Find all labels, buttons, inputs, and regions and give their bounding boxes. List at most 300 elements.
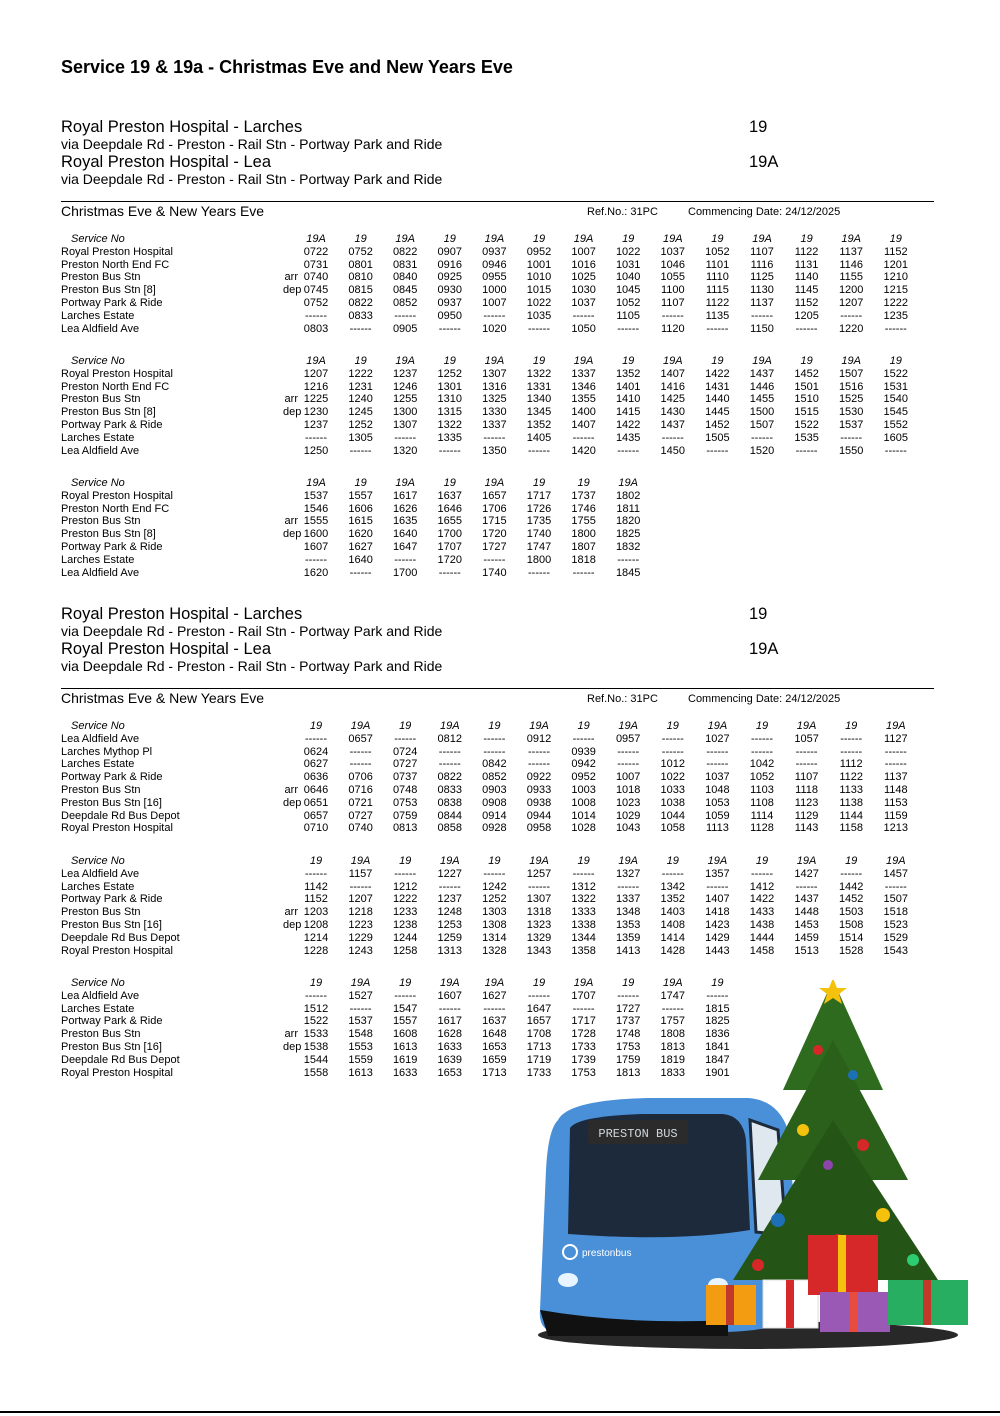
stop-name: Royal Preston Hospital — [61, 822, 173, 835]
time-cell: 1617 — [437, 1015, 463, 1028]
time-cell: 1740 — [482, 566, 507, 579]
stop-name: Preston Bus Stn [16] — [61, 796, 162, 809]
service-number-label: Service No — [71, 233, 125, 245]
time-cell: ------ — [483, 431, 506, 444]
time-cell: 1330 — [482, 406, 507, 419]
time-cell: ------ — [394, 553, 417, 566]
time-cell: 1717 — [526, 489, 552, 502]
time-cell: 1201 — [883, 258, 909, 271]
time-cell: ------ — [840, 745, 863, 758]
arr-dep-marker: dep — [283, 919, 302, 931]
time-cell: 1431 — [705, 380, 730, 393]
time-cell: 1235 — [883, 309, 909, 322]
time-cell: 0724 — [392, 745, 418, 758]
time-cell: 1003 — [571, 784, 596, 796]
route-name: Royal Preston Hospital - Larches — [61, 605, 303, 623]
service-number-cell: 19A — [841, 233, 861, 245]
time-cell: 1348 — [615, 906, 641, 919]
time-cell: ------ — [706, 758, 729, 771]
time-cell: 1146 — [839, 258, 864, 271]
time-cell: 1807 — [571, 541, 596, 553]
time-cell: 1755 — [571, 515, 596, 528]
time-cell: ------ — [349, 745, 372, 758]
route-service-number: 19A — [749, 640, 779, 658]
time-cell: 0710 — [303, 822, 329, 835]
time-cell: 1152 — [794, 297, 819, 309]
service-number-cell: 19 — [711, 355, 724, 367]
service-number-cell: 19A — [663, 977, 683, 989]
time-cell: 0752 — [348, 245, 373, 258]
service-number-cell: 19A — [573, 977, 594, 989]
time-cell: 1145 — [794, 284, 819, 297]
time-cell: 1229 — [348, 931, 373, 944]
service-number-cell: 19 — [889, 233, 902, 245]
time-cell: 1259 — [437, 931, 463, 944]
time-cell: 1505 — [705, 431, 730, 444]
time-cell: 1800 — [526, 553, 552, 566]
time-cell: 1800 — [571, 528, 596, 541]
time-cell: 1405 — [526, 431, 552, 444]
time-cell: 1214 — [303, 931, 329, 944]
time-cell: 1647 — [392, 541, 418, 553]
stop-name: Deepdale Rd Bus Depot — [61, 809, 180, 822]
time-cell: ------ — [795, 745, 818, 758]
time-cell: ------ — [394, 989, 417, 1002]
time-cell: 1128 — [750, 822, 774, 835]
time-cell: 1605 — [883, 431, 909, 444]
time-cell: 1210 — [883, 271, 909, 284]
time-cell: 1635 — [392, 515, 418, 528]
time-cell: 1627 — [482, 989, 507, 1002]
time-cell: ------ — [751, 431, 773, 444]
time-cell: 1657 — [482, 489, 507, 502]
reference-number: Ref.No.: 31PC — [587, 693, 658, 705]
time-cell: 1538 — [303, 1041, 329, 1053]
stop-name: Lea Aldfield Ave — [61, 566, 140, 579]
time-cell: 1748 — [615, 1028, 641, 1041]
time-cell: 0838 — [437, 796, 463, 809]
time-cell: 1059 — [705, 809, 730, 822]
time-cell: 0831 — [392, 258, 418, 271]
time-cell: 0716 — [348, 784, 373, 796]
time-cell: 1700 — [392, 566, 418, 579]
time-cell: 1728 — [571, 1028, 596, 1041]
time-cell: 1215 — [883, 284, 909, 297]
service-number-cell: 19 — [889, 355, 902, 367]
time-cell: 1452 — [705, 419, 730, 431]
time-cell: ------ — [305, 309, 327, 322]
time-cell: ------ — [795, 444, 818, 457]
time-cell: 0822 — [348, 297, 373, 309]
time-cell: 1037 — [660, 245, 686, 258]
service-number-cell: 19A — [618, 477, 638, 489]
stop-name: Portway Park & Ride — [61, 893, 163, 906]
time-cell: 1316 — [482, 380, 507, 393]
time-cell: 1412 — [749, 880, 775, 893]
time-cell: 1646 — [437, 502, 463, 515]
time-cell: 1016 — [571, 258, 596, 271]
time-cell: 1737 — [615, 1015, 641, 1028]
time-cell: 1022 — [526, 297, 552, 309]
route-heading-larches — [61, 118, 941, 153]
time-cell: 1114 — [750, 809, 774, 822]
time-cell: 1231 — [348, 380, 373, 393]
timetable-header — [61, 690, 941, 708]
time-cell: 1523 — [883, 919, 909, 931]
time-cell: 1747 — [660, 989, 686, 1002]
time-cell: 1257 — [526, 867, 552, 880]
time-cell: 1037 — [705, 771, 730, 784]
time-cell: 1355 — [571, 393, 596, 406]
time-cell: 1344 — [571, 931, 596, 944]
time-cell: 1227 — [437, 867, 463, 880]
time-cell: 0958 — [526, 822, 552, 835]
time-cell: 1307 — [482, 367, 507, 380]
stop-name: Preston Bus Stn — [61, 271, 141, 284]
service-number-label: Service No — [71, 720, 125, 732]
time-cell: 1543 — [883, 944, 909, 957]
time-cell: 0740 — [303, 271, 329, 284]
time-cell: 1243 — [348, 944, 373, 957]
time-cell: 1537 — [348, 1015, 373, 1028]
time-cell: 1207 — [303, 367, 329, 380]
time-cell: 1735 — [526, 515, 552, 528]
time-cell: ------ — [438, 1002, 461, 1015]
time-cell: ------ — [394, 867, 417, 880]
time-cell: 1445 — [705, 406, 730, 419]
time-cell: ------ — [706, 322, 729, 335]
route-service-number: 19 — [749, 605, 768, 623]
time-cell: ------ — [483, 1002, 506, 1015]
time-cell: 1152 — [883, 245, 908, 258]
route-heading-larches — [61, 605, 941, 640]
service-number-cell: 19 — [755, 855, 769, 867]
time-cell: 1706 — [482, 502, 507, 515]
time-cell: 1557 — [348, 489, 373, 502]
time-cell: 0801 — [348, 258, 373, 271]
time-cell: 1747 — [526, 541, 552, 553]
arr-dep-marker: arr — [284, 515, 298, 528]
time-cell: 1547 — [392, 1002, 418, 1015]
time-cell: ------ — [617, 444, 640, 457]
time-cell: 0657 — [303, 809, 329, 822]
service-number-cell: 19A — [440, 855, 460, 867]
time-cell: 0912 — [526, 732, 552, 745]
service-number-cell: 19 — [800, 233, 813, 245]
service-number-cell: 19A — [752, 355, 772, 367]
stop-name: Portway Park & Ride — [61, 1015, 163, 1028]
service-number-label: Service No — [71, 355, 125, 367]
time-cell: 1746 — [571, 502, 596, 515]
time-cell: ------ — [349, 1002, 372, 1015]
time-cell: 1113 — [705, 822, 729, 835]
time-cell: ------ — [349, 880, 372, 893]
time-cell: 1325 — [482, 393, 507, 406]
time-cell: 1825 — [705, 1015, 730, 1028]
service-number-cell: 19A — [306, 477, 326, 489]
time-cell: 1228 — [303, 944, 329, 957]
time-cell: 1338 — [571, 919, 596, 931]
time-cell: 1248 — [437, 906, 463, 919]
time-cell: 1137 — [883, 771, 908, 784]
time-cell: 1626 — [392, 502, 418, 515]
time-cell: 1753 — [615, 1041, 641, 1053]
time-cell: 1222 — [392, 893, 418, 906]
time-cell: ------ — [438, 745, 461, 758]
service-number-cell: 19A — [440, 720, 460, 732]
time-cell: 1507 — [749, 419, 775, 431]
time-cell: 1833 — [660, 1066, 686, 1079]
time-cell: 0845 — [392, 284, 418, 297]
time-cell: 1307 — [526, 893, 552, 906]
time-cell: 1647 — [526, 1002, 552, 1015]
stop-name: Lea Aldfield Ave — [61, 322, 140, 335]
time-cell: 1345 — [526, 406, 552, 419]
time-cell: 1308 — [482, 919, 507, 931]
stop-name: Larches Estate — [61, 431, 135, 444]
time-cell: 1220 — [838, 322, 864, 335]
time-cell: ------ — [483, 553, 506, 566]
time-cell: ------ — [617, 745, 640, 758]
time-cell: 0852 — [482, 771, 507, 784]
time-cell: 1847 — [705, 1053, 730, 1066]
time-cell: 0914 — [482, 809, 507, 822]
time-cell: 1237 — [392, 367, 418, 380]
service-number-cell: 19A — [707, 720, 728, 732]
time-cell: 1433 — [749, 906, 775, 919]
time-cell: ------ — [795, 758, 818, 771]
time-cell: 1537 — [838, 419, 864, 431]
time-cell: ------ — [528, 566, 550, 579]
time-cell: 1540 — [883, 393, 909, 406]
time-cell: ------ — [840, 431, 863, 444]
service-number-cell: 19 — [666, 855, 679, 867]
time-cell: 1012 — [660, 758, 686, 771]
service-number-cell: 19A — [529, 720, 549, 732]
stop-name: Lea Aldfield Ave — [61, 732, 140, 745]
time-cell: 1819 — [660, 1053, 686, 1066]
service-number-cell: 19A — [663, 233, 683, 245]
time-cell: 1116 — [750, 258, 774, 271]
commencing-date: Commencing Date: 24/12/2025 — [688, 693, 841, 705]
time-cell: ------ — [884, 444, 907, 457]
time-cell: 1813 — [615, 1066, 641, 1079]
time-cell: ------ — [438, 322, 461, 335]
time-cell: 1000 — [482, 284, 507, 297]
service-number-cell: 19 — [711, 977, 724, 989]
time-cell: 1452 — [838, 893, 864, 906]
time-cell: 0748 — [392, 784, 418, 796]
time-cell: 1029 — [615, 809, 641, 822]
arr-dep-marker: arr — [284, 906, 298, 919]
time-cell: 0822 — [437, 771, 463, 784]
time-cell: 1522 — [794, 419, 819, 431]
time-cell: 1510 — [794, 393, 819, 406]
time-cell: 1252 — [437, 367, 463, 380]
time-cell: 1529 — [883, 931, 909, 944]
time-cell: 1518 — [883, 906, 909, 919]
time-cell: 1135 — [705, 309, 730, 322]
time-cell: 1245 — [348, 406, 373, 419]
time-cell: 1400 — [571, 406, 596, 419]
time-cell: ------ — [617, 553, 640, 566]
service-number-cell: 19A — [618, 855, 638, 867]
time-cell: 1527 — [348, 989, 373, 1002]
time-cell: 1545 — [883, 406, 909, 419]
time-cell: 1422 — [705, 367, 730, 380]
time-cell: 1507 — [883, 893, 909, 906]
bus-brand-text: prestonbus — [582, 1248, 632, 1259]
time-cell: 1342 — [660, 880, 686, 893]
time-cell: 1508 — [838, 919, 864, 931]
page-title: Service 19 & 19a - Christmas Eve and New Years Eve — [61, 57, 513, 77]
time-cell: 0903 — [482, 784, 507, 796]
time-cell: ------ — [483, 745, 506, 758]
time-cell: 1413 — [615, 944, 641, 957]
time-cell: 0922 — [526, 771, 552, 784]
time-cell: 0946 — [482, 258, 507, 271]
stop-name: Larches Estate — [61, 553, 135, 566]
time-cell: 1320 — [392, 444, 418, 457]
time-cell: 1152 — [304, 893, 328, 906]
service-number-cell: 19A — [573, 355, 594, 367]
time-cell: 1207 — [348, 893, 373, 906]
time-cell: 0812 — [437, 732, 463, 745]
time-cell: 0930 — [437, 284, 463, 297]
time-cell: ------ — [572, 431, 595, 444]
time-cell: 1639 — [437, 1053, 463, 1066]
time-cell: ------ — [617, 758, 640, 771]
time-cell: 0651 — [303, 796, 329, 809]
time-cell: ------ — [840, 309, 863, 322]
time-cell: 1515 — [794, 406, 819, 419]
time-cell: 1901 — [705, 1066, 730, 1079]
stop-name: Preston Bus Stn — [61, 393, 141, 406]
reference-number: Ref.No.: 31PC — [587, 206, 658, 218]
time-cell: 1230 — [303, 406, 329, 419]
time-cell: 0908 — [482, 796, 507, 809]
service-number-cell: 19 — [399, 855, 412, 867]
stop-name: Royal Preston Hospital — [61, 245, 173, 258]
time-cell: 1352 — [526, 419, 552, 431]
time-cell: ------ — [483, 867, 506, 880]
time-cell: 0842 — [482, 758, 507, 771]
time-cell: 1619 — [392, 1053, 418, 1066]
time-cell: 1350 — [482, 444, 507, 457]
time-cell: 1023 — [615, 796, 641, 809]
time-cell: 1328 — [482, 944, 507, 957]
time-cell: 1429 — [705, 931, 730, 944]
time-cell: 1318 — [526, 906, 552, 919]
time-cell: 1303 — [482, 906, 507, 919]
time-cell: 0753 — [392, 796, 418, 809]
time-cell: ------ — [528, 322, 550, 335]
bus-and-christmas-tree-illustration — [528, 980, 990, 1360]
time-cell: 1458 — [749, 944, 775, 957]
time-cell: 1446 — [749, 380, 775, 393]
time-cell: 1123 — [794, 796, 819, 809]
service-number-cell: 19 — [443, 477, 456, 489]
time-cell: ------ — [483, 309, 506, 322]
service-number-cell: 19A — [573, 233, 594, 245]
section-divider — [61, 688, 934, 689]
time-cell: 1120 — [660, 322, 685, 335]
time-cell: 1659 — [482, 1053, 507, 1066]
time-cell: 1208 — [303, 919, 329, 931]
service-number-cell: 19A — [395, 477, 415, 489]
time-cell: 1337 — [615, 893, 641, 906]
time-cell: 1207 — [838, 297, 864, 309]
time-cell: 1423 — [705, 919, 730, 931]
time-cell: 1633 — [437, 1041, 463, 1053]
time-cell: ------ — [884, 322, 907, 335]
time-cell: 0721 — [348, 796, 373, 809]
time-cell: 1055 — [660, 271, 686, 284]
time-cell: ------ — [528, 989, 550, 1002]
time-cell: 1558 — [303, 1066, 329, 1079]
time-cell: 1327 — [615, 867, 641, 880]
time-cell: 1050 — [571, 322, 596, 335]
time-cell: 1322 — [571, 893, 596, 906]
time-cell: 1242 — [482, 880, 507, 893]
time-cell: 1357 — [705, 867, 730, 880]
time-cell: 1313 — [437, 944, 463, 957]
time-cell: 1322 — [437, 419, 463, 431]
time-cell: 0731 — [303, 258, 329, 271]
time-cell: ------ — [617, 880, 640, 893]
service-number-cell: 19 — [755, 720, 769, 732]
time-cell: 1401 — [615, 380, 641, 393]
service-number-cell: 19A — [484, 355, 505, 367]
time-cell: 1420 — [571, 444, 596, 457]
time-cell: 1359 — [615, 931, 641, 944]
time-cell: 1407 — [660, 367, 686, 380]
time-cell: 1708 — [526, 1028, 552, 1041]
service-number-cell: 19A — [796, 855, 817, 867]
arr-dep-marker: arr — [284, 1028, 298, 1041]
time-cell: 1048 — [705, 784, 730, 796]
time-cell: 0952 — [571, 771, 596, 784]
time-cell: 1122 — [839, 771, 864, 784]
time-cell: 1040 — [615, 271, 641, 284]
time-cell: ------ — [572, 566, 595, 579]
service-number-cell: 19 — [845, 855, 858, 867]
time-cell: 1640 — [348, 553, 373, 566]
time-cell: 1158 — [839, 822, 864, 835]
time-cell: 0925 — [437, 271, 463, 284]
time-cell: 1118 — [795, 784, 819, 796]
time-cell: 1503 — [838, 906, 864, 919]
time-cell: 0933 — [526, 784, 552, 796]
time-cell: 1314 — [482, 931, 507, 944]
time-cell: 1501 — [794, 380, 819, 393]
time-cell: 1315 — [437, 406, 463, 419]
time-cell: 1057 — [794, 732, 819, 745]
time-cell: 1408 — [660, 919, 686, 931]
service-number-cell: 19 — [845, 720, 858, 732]
time-cell: 0852 — [392, 297, 418, 309]
time-cell: 1223 — [348, 919, 373, 931]
time-cell: 1353 — [615, 919, 641, 931]
time-cell: 1815 — [705, 1002, 730, 1015]
time-cell: 1500 — [749, 406, 775, 419]
stop-name: Preston Bus Stn [16] — [61, 919, 162, 931]
time-cell: 1620 — [303, 566, 329, 579]
time-cell: 1617 — [392, 489, 418, 502]
stop-name: Preston Bus Stn [8] — [61, 284, 156, 297]
time-cell: 1142 — [304, 880, 328, 893]
time-cell: 1733 — [526, 1066, 552, 1079]
